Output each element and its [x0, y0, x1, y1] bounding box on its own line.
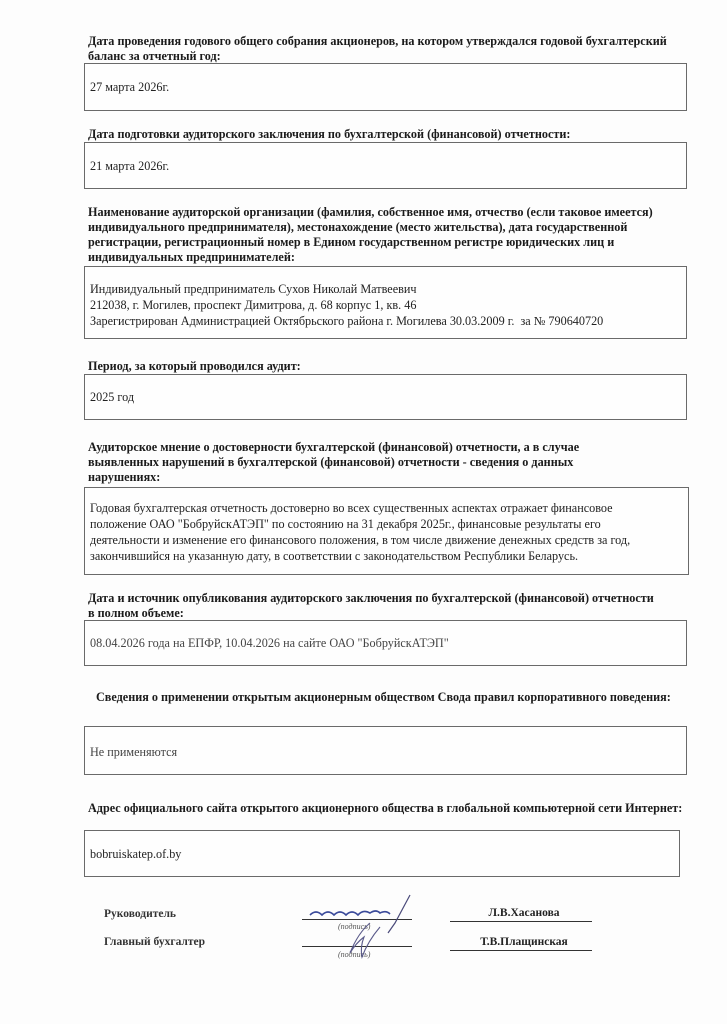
section-2-label: Дата подготовки аудиторского заключения по бухгалтерской (финансовой) отчетности: — [88, 127, 571, 141]
section-3-value-line-3: Зарегистрирован Администрацией Октябрьского района г. Могилева 30.03.2009 г. за № 790640720 — [90, 314, 604, 328]
accountant-title: Главный бухгалтер — [104, 936, 206, 948]
section-5-value-line-4: закончившийся на указанную дату, в соответствии с законодательством Республики Беларусь. — [90, 549, 579, 563]
head-name-line — [450, 921, 592, 922]
head-signature-caption: (подпись) — [338, 922, 371, 931]
section-3-label: Наименование аудиторской организации (фамилия, собственное имя, отчество (если таковое имеется) индивидуального предпринимателя), местонахождение (место жительства), дата государственной регистрации, регистрационный номер в Едином государственном регистре юридических лиц и индивидуальных предпринимателей: — [88, 205, 653, 264]
section-2-value: 21 марта 2026г. — [90, 159, 170, 173]
section-1-value: 27 марта 2026г. — [90, 80, 170, 94]
section-5-value-line-1: Годовая бухгалтерская отчетность достоверно во всех существенных аспектах отражает финансовое — [90, 501, 613, 515]
handwritten-signature — [300, 893, 420, 963]
section-5-value-line-2: положение ОАО "БобруйскАТЭП" по состоянию на 31 декабря 2025г., финансовые результаты его — [90, 517, 601, 531]
head-title: Руководитель — [104, 908, 176, 920]
section-5-box — [84, 487, 689, 575]
section-2-box — [84, 142, 687, 189]
section-6-value: 08.04.2026 года на ЕПФР, 10.04.2026 на сайте ОАО "БобруйскАТЭП" — [90, 636, 449, 650]
section-8-label: Адрес официального сайта открытого акционерного общества в глобальной компьютерной сети Интернет: — [88, 801, 683, 815]
section-7-box — [84, 726, 687, 775]
section-4-label: Период, за который проводился аудит: — [88, 359, 301, 373]
section-7-value: Не применяются — [90, 745, 178, 759]
section-3-box — [84, 266, 687, 339]
section-3-value-line-2: 212038, г. Могилев, проспект Димитрова, д. 68 корпус 1, кв. 46 — [90, 298, 417, 312]
section-6-label: Дата и источник опубликования аудиторского заключения по бухгалтерской (финансовой) отчетности в полном объеме: — [88, 591, 654, 620]
section-8-box — [84, 830, 680, 877]
section-6-box — [84, 620, 687, 666]
section-7-label: Сведения о применении открытым акционерным обществом Свода правил корпоративного поведения: — [96, 690, 671, 704]
accountant-signature-caption: (подпись) — [338, 950, 371, 959]
section-4-box — [84, 374, 687, 420]
section-8-value: bobruiskatep.of.by — [90, 847, 182, 861]
section-1-box — [84, 63, 687, 111]
accountant-name-line — [450, 950, 592, 951]
section-5-label: Аудиторское мнение о достоверности бухгалтерской (финансовой) отчетности, а в случае выявленных нарушений в бухгалтерской (финансовой) отчетности - сведения о данных нарушениях: — [88, 440, 580, 484]
section-4-value: 2025 год — [90, 390, 135, 404]
section-5-value-line-3: деятельности и изменение его финансового положения, в том числе движение денежных средств за год, — [90, 533, 631, 547]
accountant-name: Т.В.Плащинская — [480, 936, 568, 948]
section-1-label: Дата проведения годового общего собрания акционеров, на котором утверждался годовой бухгалтерский баланс за отчетный год: — [88, 34, 667, 63]
head-name: Л.В.Хасанова — [488, 907, 560, 919]
section-3-value-line-1: Индивидуальный предприниматель Сухов Николай Матвеевич — [90, 282, 417, 296]
